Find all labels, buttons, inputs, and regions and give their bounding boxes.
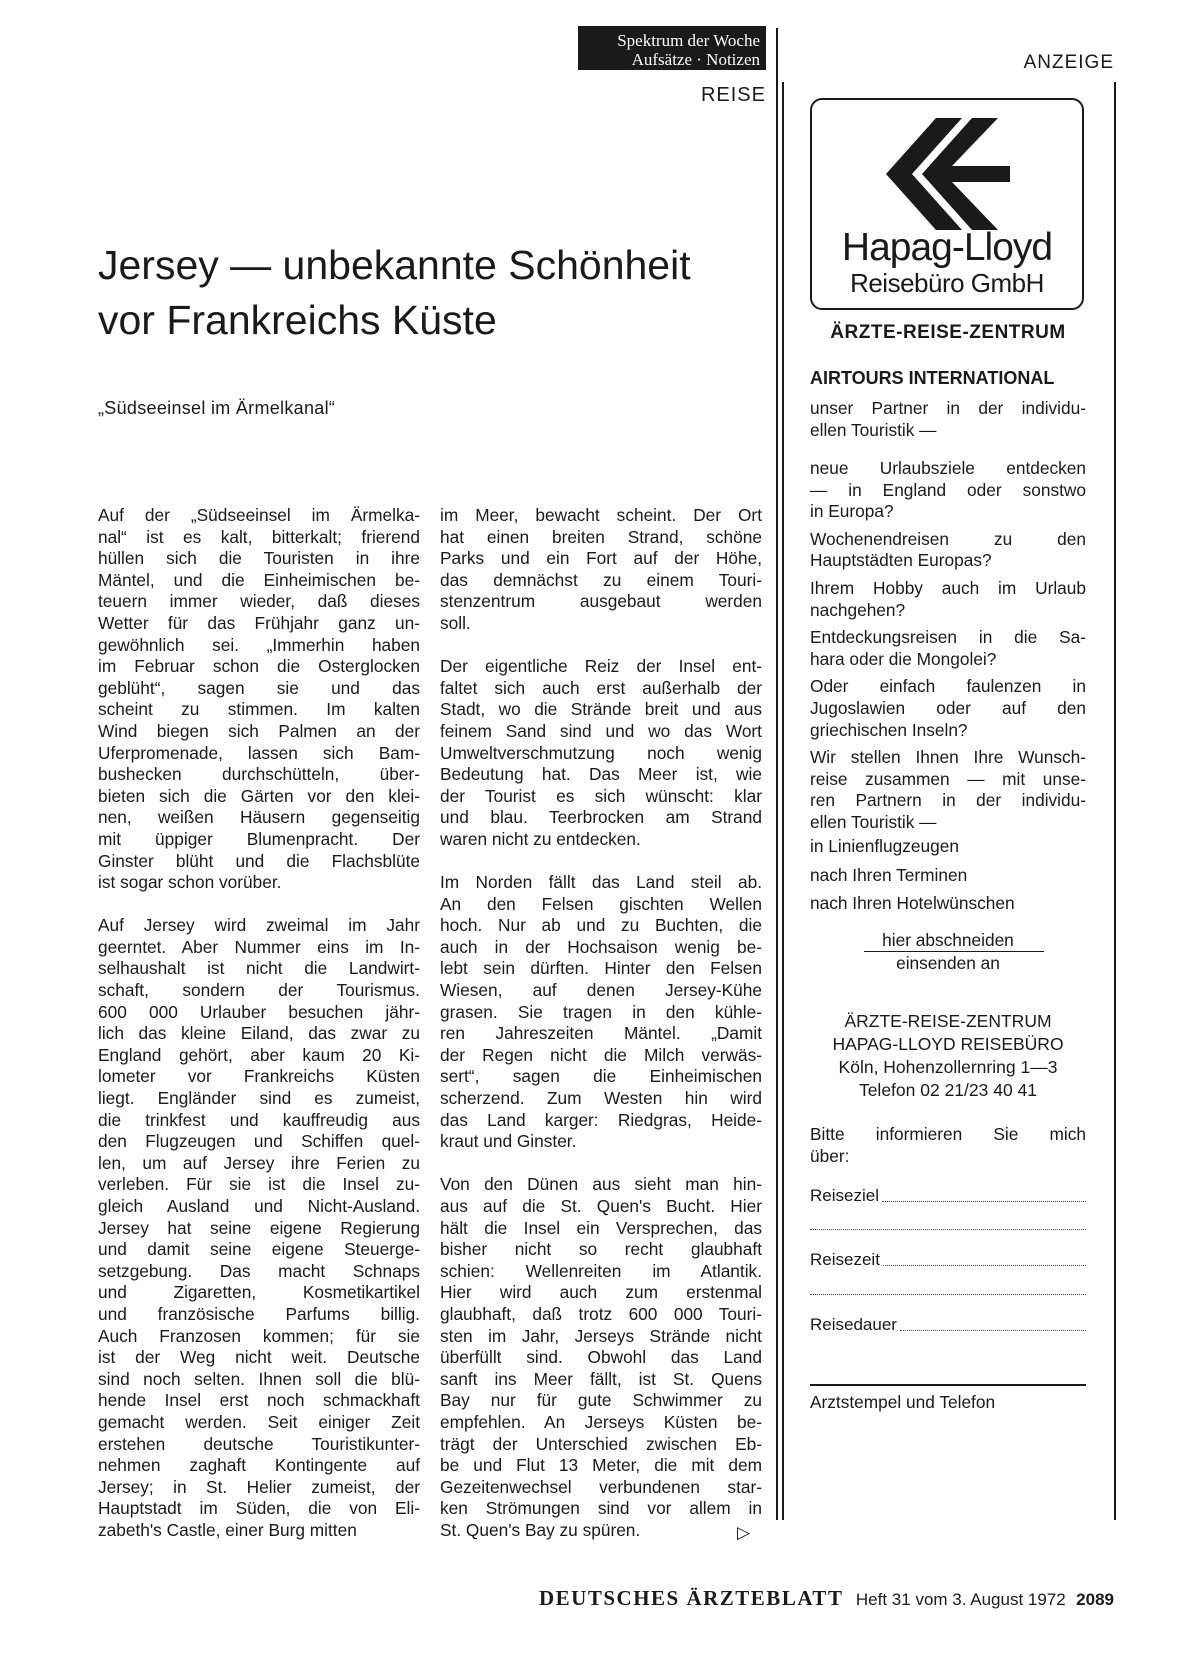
ad-offer-line: Jugoslawien oder auf den xyxy=(810,697,1086,718)
form-field-label: Reiseziel xyxy=(810,1186,879,1205)
form-dotted-line xyxy=(810,1293,1086,1295)
article-line: sten im Jahr, Jerseys Strände nicht xyxy=(440,1325,762,1346)
article-line: Auch Franzosen kommen; für sie xyxy=(98,1325,420,1346)
ad-offer-line: Hauptstädten Europas? xyxy=(810,550,992,571)
article-line: Gezeitenwechsel verbundenen star- xyxy=(440,1476,762,1497)
article-line: kraut und Ginster. xyxy=(440,1131,577,1152)
article-line: gewöhnlich sei. „Immerhin haben xyxy=(98,634,420,655)
form-intro-line: Bitte informieren Sie mich xyxy=(810,1124,1086,1144)
form-dotted-line xyxy=(900,1329,1086,1331)
article-line: Hier wird auch zum erstenmal xyxy=(440,1282,762,1303)
article-line: Jersey; in St. Helier zumeist, der xyxy=(98,1476,420,1497)
article-line: Wiesen, auf denen Jersey-Kühe xyxy=(440,980,762,1001)
ad-center-name: ÄRZTE-REISE-ZENTRUM xyxy=(830,322,1066,343)
article-line: St. Quen's Bay zu spüren. xyxy=(440,1519,641,1540)
headline-line2: vor Frankreichs Küste xyxy=(98,297,497,343)
article-line: lometer vor Frankreichs Küsten xyxy=(98,1066,420,1087)
article-line: faltet sich auch erst außerhalb der xyxy=(440,677,762,698)
article-paragraph xyxy=(98,505,420,894)
article-line: im Februar schon die Osterglocken xyxy=(98,656,420,677)
article-line: gleich Ausland und Nicht-Ausland. xyxy=(98,1196,420,1216)
page-number: 2089 xyxy=(1076,1590,1114,1609)
article-line: ist der Weg nicht weit. Deutsche xyxy=(98,1347,420,1368)
article-line: den Flugzeugen und Schiffen quel- xyxy=(98,1131,420,1152)
form-field-travel-date[interactable] xyxy=(810,1250,1086,1270)
ad-bullet: in Linienflugzeugen xyxy=(810,836,959,856)
ad-offer-line: neue Urlaubsziele entdecken xyxy=(810,458,1086,478)
ad-offer-line: Ihrem Hobby auch im Urlaub xyxy=(810,577,1086,598)
page-footer xyxy=(480,1586,1114,1611)
article-line: waren nicht zu entdecken. xyxy=(440,828,641,849)
address-line: Köln, Hohenzollernring 1—3 xyxy=(838,1057,1058,1077)
article-line: Stadt, wo die Strände breit und aus xyxy=(440,699,762,720)
article-line: Wetter für das Frühjahr ganz un- xyxy=(98,612,420,633)
article-line: geerntet. Aber Nummer eins im In- xyxy=(98,936,420,957)
ad-partner-name: AIRTOURS INTERNATIONAL xyxy=(810,368,1055,388)
form-dotted-line xyxy=(810,1228,1086,1230)
ad-bullet: nach Ihren Hotelwünschen xyxy=(810,893,1015,914)
form-field-duration[interactable] xyxy=(810,1315,1086,1335)
form-dotted-line xyxy=(882,1200,1086,1202)
ad-partner-text xyxy=(810,398,1086,441)
form-field-label: Reisezeit xyxy=(810,1250,880,1269)
article-line: nal“ ist es kalt, bitterkalt; frierend xyxy=(98,526,420,547)
article-line: der Regen nicht die Milch verwäs- xyxy=(440,1044,762,1065)
ad-offer-line: nachgehen? xyxy=(810,599,906,620)
article-line: Auf Jersey wird zweimal im Jahr xyxy=(98,915,420,936)
article-line: ren Jahreszeiten Mäntel. „Damit xyxy=(440,1023,762,1044)
article-line: feinem Sand sind und wo das Wort xyxy=(440,720,762,741)
ad-offer-line: Wir stellen Ihnen Ihre Wunsch- xyxy=(810,747,1086,768)
article-line: ist sogar schon vorüber. xyxy=(98,872,282,893)
address-line: HAPAG-LLOYD REISEBÜRO xyxy=(832,1034,1064,1054)
article-line: verleben. Für sie ist die Insel zu- xyxy=(98,1174,420,1195)
article-line: und Zigaretten, Kosmetikartikel xyxy=(98,1282,420,1303)
article-line: stenzentrum ausgebaut werden xyxy=(440,591,762,612)
article-line: Wind biegen sich Palmen an der xyxy=(98,720,420,741)
article-line: das demnächst zu einem Touri- xyxy=(440,569,762,590)
article-line: lebt sein dürften. Hinter den Felsen xyxy=(440,958,762,979)
article-line: schien: Wellenreiten im Atlantik. xyxy=(440,1260,762,1281)
article-line: erstehen deutsche Touristikunter- xyxy=(98,1433,420,1454)
ad-offer xyxy=(810,627,1086,670)
article-subhead: „Südseeinsel im Ärmelkanal“ xyxy=(98,398,336,418)
article-line: setzgebung. Das macht Schnaps xyxy=(98,1260,420,1281)
article-line: und französische Parfums billig. xyxy=(98,1303,420,1324)
hapag-lloyd-logo xyxy=(810,98,1084,310)
article-line: bieten sich die Gärten vor den klei- xyxy=(98,785,420,806)
article-line: und blau. Teerbrocken am Strand xyxy=(440,807,762,828)
article-line: auch in der Hochsaison wenig be- xyxy=(440,936,762,957)
article-line: mit üppiger Blumenpracht. Der xyxy=(98,828,420,849)
form-field-label: Reisedauer xyxy=(810,1315,897,1334)
article-line: nehmen zaghaft Kontingente auf xyxy=(98,1455,420,1476)
article-line: Der eigentliche Reiz der Insel ent- xyxy=(440,656,762,677)
journal-name: DEUTSCHES ÄRZTEBLATT xyxy=(539,1586,844,1610)
article-line: schaft, sondern der Tourismus. xyxy=(98,980,420,1001)
ad-offer-line: Entdeckungsreisen in die Sa- xyxy=(810,627,1086,648)
ad-frame-left xyxy=(782,82,784,1520)
article-line: hüllen sich die Touristen in ihre xyxy=(98,548,420,569)
article-line: scheint zu stimmen. Im kalten xyxy=(98,699,420,720)
ad-offers xyxy=(810,458,1086,840)
article-line: sind noch selten. Ihnen soll die blü- xyxy=(98,1368,420,1389)
article-line: be und Flut 13 Meter, die mit dem xyxy=(440,1455,762,1476)
ad-partner-line: ellen Touristik — xyxy=(810,419,937,440)
article-line: An den Felsen gischten Wellen xyxy=(440,893,762,914)
ad-partner-line: unser Partner in der individu- xyxy=(810,398,1086,418)
article-line: nen, weißen Häusern gegenseitig xyxy=(98,807,420,828)
article-line: aus auf die St. Quen's Bucht. Hier xyxy=(440,1196,762,1216)
article-paragraph xyxy=(440,872,762,1153)
ad-offer-line: in Europa? xyxy=(810,501,894,522)
article-line: Im Norden fällt das Land steil ab. xyxy=(440,872,762,893)
address-line: Telefon 02 21/23 40 41 xyxy=(858,1080,1038,1100)
article-line: Bay nur für gute Schwimmer zu xyxy=(440,1390,762,1411)
form-intro xyxy=(810,1124,1086,1167)
ad-offer-line: ellen Touristik — xyxy=(810,811,937,832)
ad-offer-line: reise zusammen — mit unse- xyxy=(810,768,1086,789)
article-headline xyxy=(98,238,778,348)
cut-line xyxy=(864,951,1044,952)
article-line: die trinkfest und kauffreudig aus xyxy=(98,1109,420,1130)
ad-offer xyxy=(810,578,1086,621)
article-line: empfehlen. An Jerseys Küsten be- xyxy=(440,1411,762,1432)
section-label xyxy=(578,26,766,70)
article-line: hoch. Nur ab und zu Buchten, die xyxy=(440,915,762,936)
article-line: soll. xyxy=(440,612,471,633)
article-paragraph xyxy=(440,505,762,635)
article-line: Bedeutung hat. Das Meer ist, wie xyxy=(440,764,762,785)
article-line: der Tourist es sich wünscht: klar xyxy=(440,785,762,806)
article-line: Von den Dünen aus sieht man hin- xyxy=(440,1174,762,1195)
article-line: Uferpromenade, lassen sich Bam- xyxy=(98,742,420,763)
hapag-lloyd-mark-icon xyxy=(882,114,1012,234)
ad-offer xyxy=(810,529,1086,572)
ad-offer xyxy=(810,747,1086,833)
article-line: glaubhaft, daß trotz 600 000 Touri- xyxy=(440,1303,762,1324)
continue-arrow-icon: ▷ xyxy=(737,1523,751,1542)
section-label-line1: Spektrum der Woche xyxy=(617,31,760,50)
ad-offer-line: Wochenendreisen zu den xyxy=(810,528,1086,549)
article-line: überfüllt sind. Obwohl das Land xyxy=(440,1347,762,1368)
section-label-line2: Aufsätze · Notizen xyxy=(631,50,760,69)
article-paragraph xyxy=(98,915,420,1541)
article-line: Parks und ein Fort auf der Höhe, xyxy=(440,548,762,569)
article-line: hende Insel erst noch schmackhaft xyxy=(98,1390,420,1411)
ad-bullets xyxy=(810,836,1086,922)
issue-info: Heft 31 vom 3. August 1972 xyxy=(855,1590,1066,1609)
ad-offer-line: ren Partnern in der individu- xyxy=(810,790,1086,811)
article-paragraph xyxy=(440,656,762,850)
logo-subtitle: Reisebüro GmbH xyxy=(850,268,1044,298)
article-line: zabeth's Castle, einer Burg mitten xyxy=(98,1519,357,1540)
article-line: Hauptstadt im Süden, die von Eli- xyxy=(98,1498,420,1519)
stamp-line xyxy=(810,1384,1086,1386)
article-line: lich das kleine Eiland, das zwar zu xyxy=(98,1023,420,1044)
article-line: gemacht werden. Seit einiger Zeit xyxy=(98,1411,420,1432)
rubric-label: REISE xyxy=(700,84,766,106)
article-line: teuern immer wieder, daß dieses xyxy=(98,591,420,612)
article-line: len, um auf Jersey ihre Ferien zu xyxy=(98,1152,420,1173)
article-line: Mäntel, und die Einheimischen be- xyxy=(98,569,420,590)
article-line: ken Strömungen sind vor allem in xyxy=(440,1498,762,1519)
send-label: einsenden an xyxy=(896,953,1000,973)
form-dotted-line xyxy=(883,1264,1086,1266)
ad-address xyxy=(810,1010,1086,1102)
stamp-label: Arztstempel und Telefon xyxy=(810,1392,996,1412)
article-line: sert“, sagen die Einheimischen xyxy=(440,1066,762,1087)
article-line: Umweltverschmutzung noch wenig xyxy=(440,742,762,763)
logo-name: Hapag-Lloyd xyxy=(841,226,1053,269)
ad-offer-line: hara oder die Mongolei? xyxy=(810,648,997,669)
article-line: Auf der „Südseeinsel im Ärmelka- xyxy=(98,505,420,525)
article-line: geblüht“, sagen sie und das xyxy=(98,677,420,698)
headline-line1: Jersey — unbekannte Schönheit xyxy=(98,242,691,288)
cut-label: hier abschneiden xyxy=(882,930,1014,950)
ad-bullet: nach Ihren Terminen xyxy=(810,864,968,885)
ad-offer-line: griechischen Inseln? xyxy=(810,719,968,740)
article-line: Ginster blüht und die Flachsblüte xyxy=(98,850,420,871)
article-line: im Meer, bewacht scheint. Der Ort xyxy=(440,505,762,525)
address-line: ÄRZTE-REISE-ZENTRUM xyxy=(844,1011,1052,1031)
article-line: scherzend. Zum Westen hin wird xyxy=(440,1088,762,1109)
ad-offer-line: — in England oder sonstwo xyxy=(810,479,1086,500)
article-line: liegt. Engländer sind es zumeist, xyxy=(98,1088,420,1109)
ad-offer xyxy=(810,458,1086,523)
form-field-destination[interactable] xyxy=(810,1186,1086,1206)
article-column-1 xyxy=(98,505,420,1563)
article-line: selhaushalt ist nicht die Landwirt- xyxy=(98,958,420,979)
ad-offer xyxy=(810,676,1086,741)
article-line: und damit seine eigene Steuerge- xyxy=(98,1239,420,1260)
article-line: bushecken durchschütteln, über- xyxy=(98,764,420,785)
ad-offer-line: Oder einfach faulenzen in xyxy=(810,676,1086,697)
article-line: sanft ins Meer fällt, ist St. Quens xyxy=(440,1368,762,1389)
article-line: hat einen breiten Strand, schöne xyxy=(440,526,762,547)
article-column-2 xyxy=(440,505,762,1563)
article-line: 600 000 Urlauber besuchen jähr- xyxy=(98,1001,420,1022)
article-line: das Land karger: Riedgras, Heide- xyxy=(440,1109,762,1130)
article-line: bisher nicht so recht glaubhaft xyxy=(440,1239,762,1260)
article-paragraph xyxy=(440,1174,762,1541)
ad-frame-right xyxy=(1114,82,1116,1520)
article-line: Jersey hat seine eigene Regierung xyxy=(98,1217,420,1238)
form-intro-line: über: xyxy=(810,1145,850,1166)
article-line: England gehört, aber kaum 20 Ki- xyxy=(98,1044,420,1065)
ad-label: ANZEIGE xyxy=(1023,52,1114,73)
article-line: hält die Insel ein Versprechen, das xyxy=(440,1217,762,1238)
article-line: grasen. Sie tragen in den kühle- xyxy=(440,1001,762,1022)
article-line: trägt der Unterschied zwischen Eb- xyxy=(440,1433,762,1454)
